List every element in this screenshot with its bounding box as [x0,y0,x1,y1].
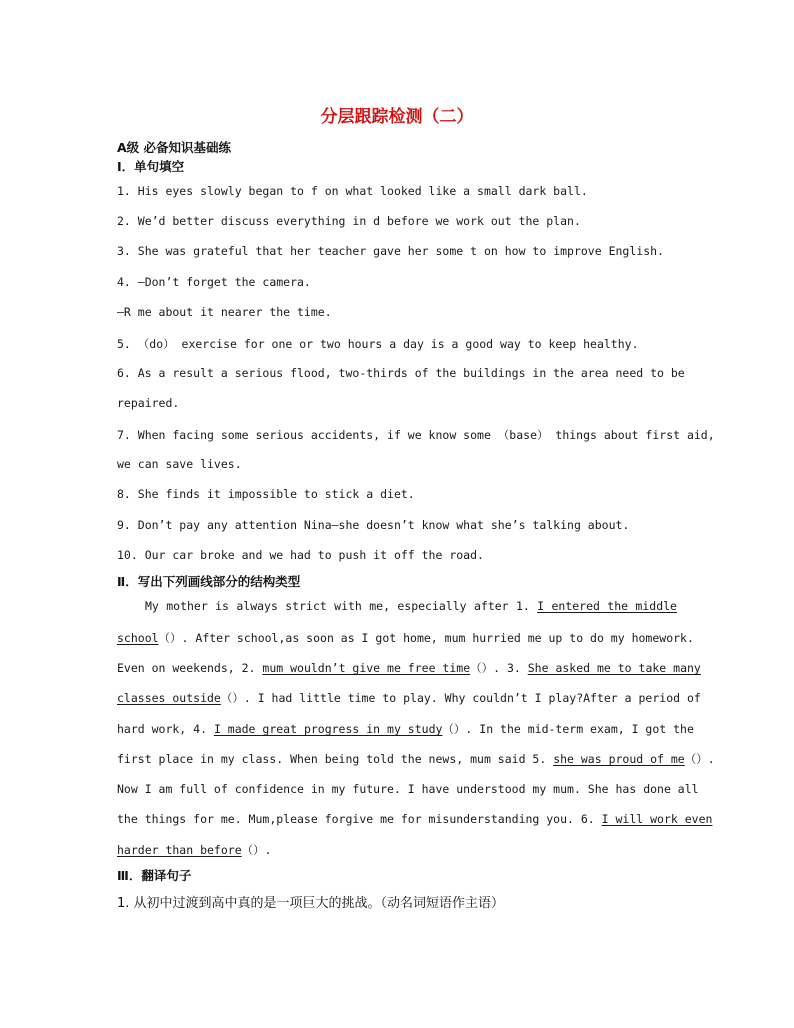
passage-text: （）. After school,as soon as I got home, mum hurried me up to do my homework. [158,631,694,645]
passage-line-7: Now I am full of confidence in my future. I have understood my mum. She has done all [117,782,699,796]
underlined-part-3: She asked me to take many [527,661,701,675]
underlined-part-5: she was proud of me [553,752,685,766]
passage-line-4 [117,690,701,706]
sentence-7-b: we can save lives. [117,457,242,471]
underlined-part-1-end: school [117,631,159,645]
passage-line-5 [117,721,694,737]
passage-text: first place in my class. When being told the news, mum said 5. [117,752,554,766]
sentence-3: 3. She was grateful that her teacher gave her some t on how to improve English. [117,244,664,258]
sentence-4-a: 4. —Don’t forget the camera. [117,275,311,289]
underlined-part-1: I entered the middle [537,599,677,613]
section-3-heading: Ⅲ．翻译句子 [117,868,192,883]
section-1-heading: Ⅰ．单句填空 [117,159,185,174]
sentence-10: 10. Our car broke and we had to push it off the road. [117,548,484,562]
passage-line-6 [117,751,715,767]
passage-text: （）. [684,752,715,766]
underlined-part-3-end: classes outside [117,691,221,705]
level-heading: A级 必备知识基础练 [117,140,232,155]
passage-text: hard work, 4. [117,722,214,736]
sentence-6-b: repaired. [117,396,180,410]
passage-text: （）. I had little time to play. Why couldn’t I play?After a period of [220,691,701,705]
passage-line-1 [145,599,677,613]
sentence-6-a: 6. As a result a serious flood, two-thirds of the buildings in the area need to be [117,366,685,380]
passage-text: （）. [241,843,272,857]
sentence-2: 2. We’d better discuss everything in d before we work out the plan. [117,214,581,228]
passage-text: Even on weekends, 2. [117,661,263,675]
sentence-1: 1. His eyes slowly began to f on what looked like a small dark ball. [117,184,588,198]
underlined-part-4: I made great progress in my study [213,722,443,736]
passage-text: the things for me. Mum,please forgive me for misunderstanding you. 6. [117,812,602,826]
underlined-part-2: mum wouldn’t give me free time [262,661,471,675]
sentence-7-a: 7. When facing some serious accidents, if we know some （base） things about first aid, [117,428,715,442]
translation-1: 1. 从初中过渡到高中真的是一项巨大的挑战。（动名词短语作主语） [117,896,505,911]
passage-line-8 [117,812,713,826]
passage-text: （）. In the mid-term exam, I got the [442,722,694,736]
underlined-part-6: I will work even [601,812,713,826]
section-2-heading: Ⅱ．写出下列画线部分的结构类型 [117,574,301,589]
passage-line-9 [117,842,272,858]
underlined-part-6-end: harder than before [117,843,242,857]
page-title: 分层跟踪检测（二） [320,107,474,127]
sentence-4-b: —R me about it nearer the time. [117,305,332,319]
sentence-5: 5. （do） exercise for one or two hours a day is a good way to keep healthy. [117,337,639,351]
sentence-8: 8. She finds it impossible to stick a diet. [117,487,415,501]
passage-text: （）. 3. [470,661,528,675]
passage-line-2 [117,630,694,646]
sentence-9: 9. Don’t pay any attention Nina—she doesn’t know what she’s talking about. [117,518,630,532]
passage-text: My mother is always strict with me, especially after 1. [145,599,538,613]
passage-line-3 [117,660,701,676]
